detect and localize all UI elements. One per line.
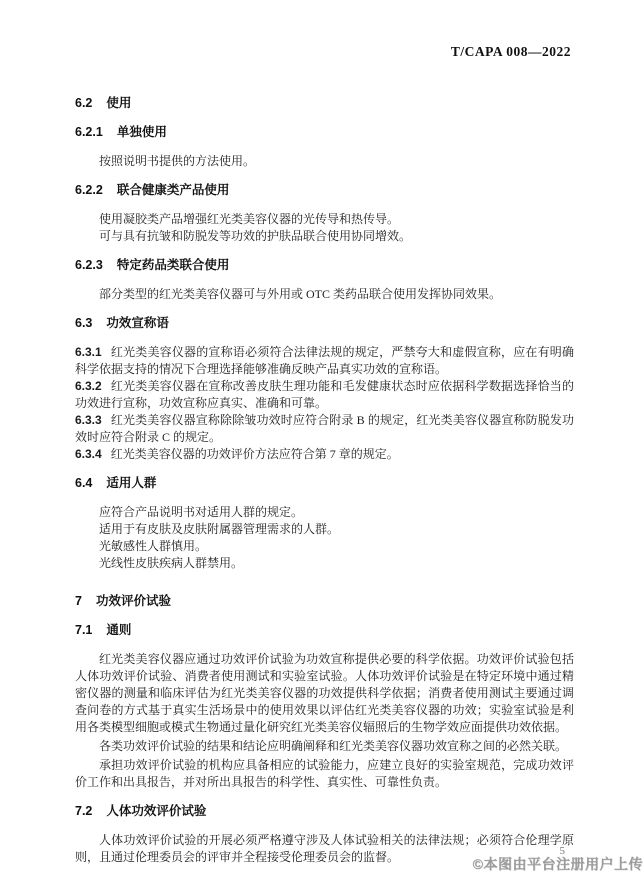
paragraph-6-2-1: 按照说明书提供的方法使用。 xyxy=(99,154,256,168)
paragraph-7-1-a: 红光类美容仪器应通过功效评价试验为功效宣称提供必要的科学依据。功效评价试验包括人体功效评价试验、消费者使用测试和实验室试验。人体功效评价试验是在特定环境中通过精密仪器的测量和临床评估为红光类美容仪器的功效提供科学依据；消费者使用测试主要通过调查问卷的方式基于真实生活场景中的使用效果以评估红光类美容仪器的功效；实验室试验是利用各类模型细胞或模式生物通过量化研究红光类美容仪辐照后的生物学效应面提供功效依据。 xyxy=(75,652,574,734)
uploader-watermark: ©本图由平台注册用户上传 xyxy=(472,856,643,872)
heading-6-3 xyxy=(75,315,574,332)
clause-text: 红光类美容仪器在宣称改善皮肤生理功能和毛发健康状态时应依据科学数据选择恰当的功效进行宣称，功效宣称应真实、准确和可靠。 xyxy=(75,379,574,410)
clause-6-3-3 xyxy=(75,412,574,446)
heading-6-2 xyxy=(75,95,574,112)
heading-6-2-2 xyxy=(75,182,574,199)
heading-number: 6.3 xyxy=(75,316,93,330)
heading-6-2-3 xyxy=(75,257,574,274)
page-number: 5 xyxy=(559,845,565,857)
heading-number: 6.4 xyxy=(75,476,93,490)
clause-6-3-4 xyxy=(75,446,574,463)
heading-number: 7.2 xyxy=(75,804,93,818)
paragraph-6-4-line1: 应符合产品说明书对适用人群的规定。 xyxy=(99,505,304,519)
heading-title: 功效评价试验 xyxy=(95,594,171,608)
doc-code-header: T/CAPA 008—2022 xyxy=(450,44,571,59)
paragraph-6-2-2-line1: 使用凝胶类产品增强红光类美容仪器的光传导和热传导。 xyxy=(99,212,400,226)
heading-7 xyxy=(75,593,574,610)
heading-title: 特定药品类联合使用 xyxy=(116,258,230,272)
heading-6-4 xyxy=(75,475,574,492)
document-body xyxy=(75,0,574,866)
paragraph-6-2-3: 部分类型的红光类美容仪器可与外用或 OTC 类药品联合使用发挥协同效果。 xyxy=(99,287,502,301)
paragraph-7-1-c: 承担功效评价试验的机构应具备相应的试验能力，应建立良好的实验室规范，完成功效评价工作和出具报告，并对所出具报告的科学性、真实性、可靠性负责。 xyxy=(75,758,574,789)
clause-6-3-2 xyxy=(75,378,574,412)
paragraph-6-2-2-line2: 可与具有抗皱和防脱发等功效的护肤品联合使用协同增效。 xyxy=(99,229,412,243)
heading-title: 使用 xyxy=(106,96,132,110)
heading-title: 单独使用 xyxy=(116,125,167,139)
paragraph-6-4-line3: 光敏感性人群慎用。 xyxy=(99,539,208,553)
heading-number: 6.2.3 xyxy=(75,258,103,272)
heading-6-2-1 xyxy=(75,124,574,141)
heading-number: 7 xyxy=(75,594,82,608)
heading-title: 适用人群 xyxy=(106,476,157,490)
clause-number: 6.3.2 xyxy=(75,379,102,393)
clause-text: 红光类美容仪器的宣称语必须符合法律法规的规定，严禁夸大和虚假宣称，应在有明确科学依据支持的情况下合理选择能够准确反映产品真实功效的宣称语。 xyxy=(75,345,574,376)
clause-6-3-1 xyxy=(75,344,574,378)
clause-text: 红光类美容仪器宣称除除皱功效时应符合附录 B 的规定，红光类美容仪器宣称防脱发功效时应符合附录 C 的规定。 xyxy=(75,413,574,444)
heading-7-1 xyxy=(75,622,574,639)
clause-number: 6.3.3 xyxy=(75,413,102,427)
heading-title: 通则 xyxy=(106,623,132,637)
heading-title: 功效宣称语 xyxy=(106,316,169,330)
clause-text: 红光类美容仪器的功效评价方法应符合第 7 章的规定。 xyxy=(110,447,399,461)
paragraph-6-4-line2: 适用于有皮肤及皮肤附属器管理需求的人群。 xyxy=(99,522,340,536)
clause-number: 6.3.4 xyxy=(75,447,102,461)
heading-number: 7.1 xyxy=(75,623,93,637)
heading-number: 6.2.2 xyxy=(75,183,103,197)
heading-number: 6.2.1 xyxy=(75,125,103,139)
heading-number: 6.2 xyxy=(75,96,93,110)
paragraph-7-1-b: 各类功效评价试验的结果和结论应明确阐释和红光类美容仪器功效宣称之间的必然关联。 xyxy=(99,739,568,753)
clause-number: 6.3.1 xyxy=(75,345,102,359)
paragraph-7-2: 人体功效评价试验的开展必须严格遵守涉及人体试验相关的法律法规；必须符合伦理学原则，且通过伦理委员会的评审并全程接受伦理委员会的监督。 xyxy=(75,833,574,864)
heading-7-2 xyxy=(75,803,574,820)
heading-title: 联合健康类产品使用 xyxy=(116,183,230,197)
heading-title: 人体功效评价试验 xyxy=(106,804,207,818)
paragraph-6-4-line4: 光线性皮肤疾病人群禁用。 xyxy=(99,556,244,570)
